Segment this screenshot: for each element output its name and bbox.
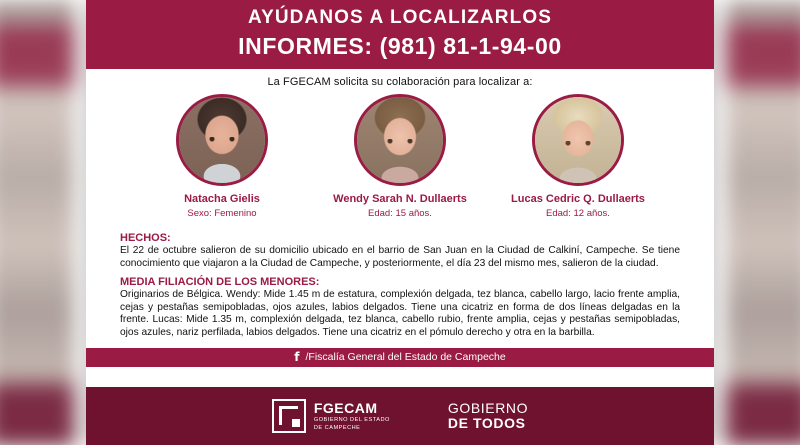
background-blur-left: [0, 0, 74, 445]
section-text-hechos: El 22 de octubre salieron de su domicilio ubicado en el barrio de San Juan en la Ciudad de Calkiní, Campeche. Se tiene conocimiento que viajaron a la Ciudad de Campeche, y posteriormente, el día 23 del mismo mes, salieron de la ciudad.: [120, 245, 680, 269]
fgecam-brand: [272, 399, 390, 433]
gobierno-line2: DE TODOS: [447, 415, 526, 431]
poster-footer: [86, 387, 714, 445]
person-card: [498, 94, 658, 220]
fgecam-acronym: FGECAM: [313, 399, 378, 416]
person-name: Wendy Sarah N. Dullaerts: [333, 193, 467, 205]
person-photo-frame: [532, 94, 624, 186]
request-line: La FGECAM solicita su colaboración para localizar a:: [267, 76, 533, 88]
gobierno-line1: GOBIERNO: [447, 400, 529, 416]
fgecam-logo-icon: [272, 399, 306, 433]
person-name: Natacha Gielis: [184, 193, 260, 205]
facebook-page-label: /Fiscalía General del Estado de Campeche: [305, 351, 506, 364]
section-text-media-filiacion: Originarios de Bélgica. Wendy: Mide 1.45 m de estatura, complexión delgada, tez blanca, cabello largo, lacio frente amplia, cejas y pestañas semipobladas, ojos azules, labios delgados. Tiene una cicatriz en forma de dos líneas delgadas en la frente. Lucas: Mide 1.35 m, complexión delgada, tez blanca, cabello rubio, frente amplia, cejas y pestañas semipobladas, ojos azules, nariz perfilada, labios delgados. Tiene una cicatriz en el pómulo derecho y otra en la barbilla.: [120, 289, 680, 338]
person-card: [320, 94, 480, 220]
person-photo-frame: [354, 94, 446, 186]
portrait-boy-icon: [535, 97, 621, 183]
fgecam-sub-line2: DE CAMPECHE: [313, 424, 361, 431]
section-title-media-filiacion: MEDIA FILIACIÓN DE LOS MENORES:: [120, 276, 320, 289]
person-photo-frame: [176, 94, 268, 186]
poster-body: [86, 220, 714, 340]
header-phone: INFORMES: (981) 81-1-94-00: [238, 33, 562, 59]
facebook-bar[interactable]: [86, 348, 714, 367]
portrait-girl-icon: [357, 97, 443, 183]
person-card: [142, 94, 302, 220]
person-meta: Edad: 12 años.: [546, 208, 610, 219]
poster-card: [86, 0, 714, 445]
fgecam-sub-line1: GOBIERNO DEL ESTADO: [313, 416, 390, 423]
header-headline: AYÚDANOS A LOCALIZARLOS: [248, 7, 552, 28]
section-title-hechos: HECHOS:: [120, 232, 171, 244]
fgecam-brand-text: [314, 401, 390, 432]
person-meta: Sexo: Femenino: [187, 208, 257, 219]
persons-row: [86, 92, 714, 220]
poster-header: [86, 0, 714, 69]
portrait-adult-female-icon: [179, 97, 265, 183]
gobierno-brand: [448, 401, 528, 431]
facebook-icon: f: [294, 350, 300, 365]
person-name: Lucas Cedric Q. Dullaerts: [511, 193, 645, 205]
background-blur-right: [726, 0, 800, 445]
person-meta: Edad: 15 años.: [368, 208, 432, 219]
